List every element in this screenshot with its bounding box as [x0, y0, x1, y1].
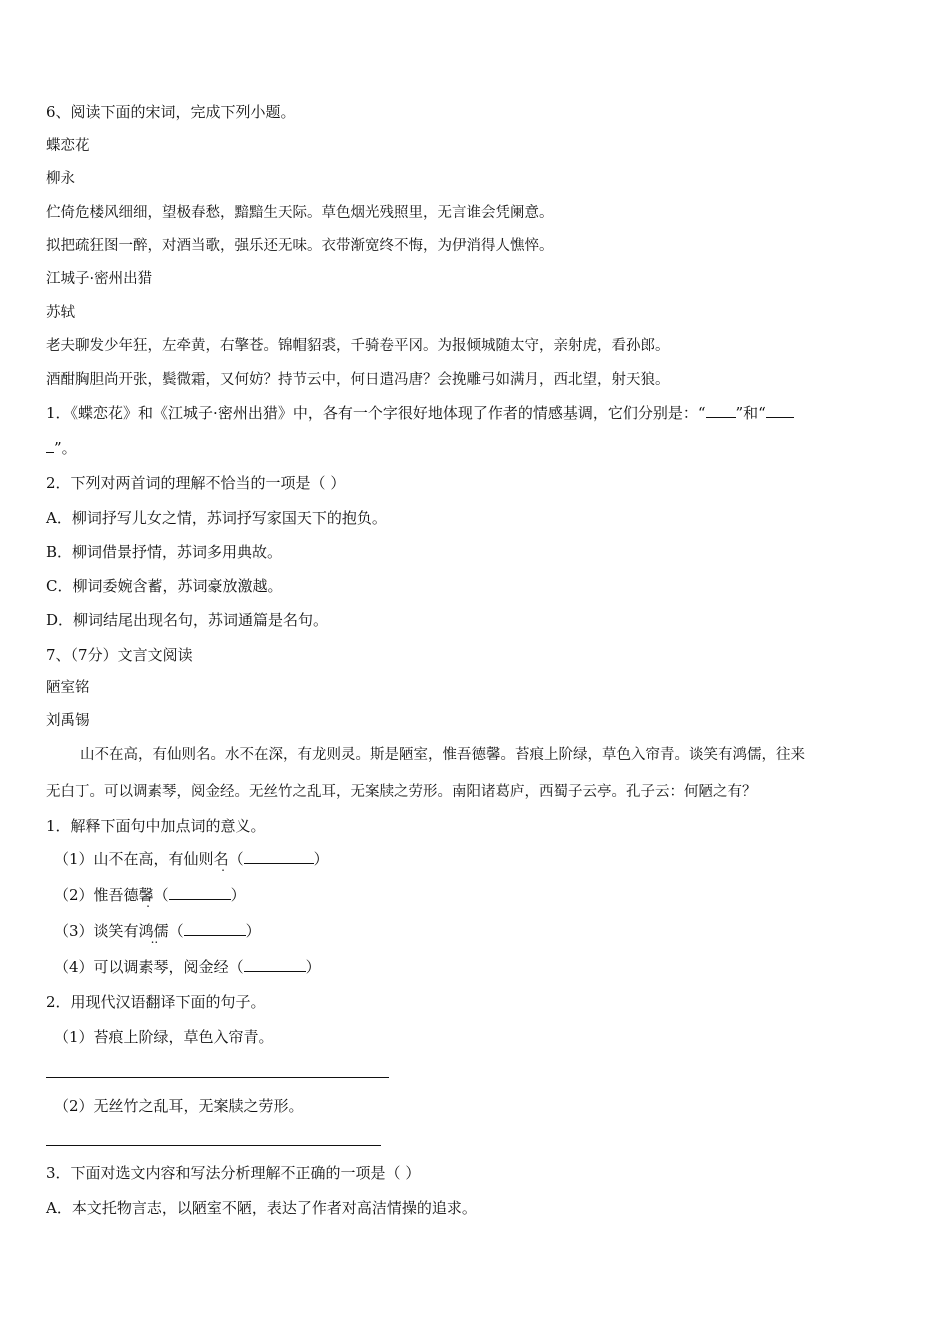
dotted-word: 金经 — [198, 958, 229, 976]
option-d: D．柳词结尾出现名句，苏词通篇是名句。 — [46, 611, 329, 629]
item-num: （3） — [54, 922, 94, 940]
item-text: 谈笑有 — [93, 922, 139, 940]
q6-sub1-mid: ”和“ — [735, 404, 766, 422]
poem1-author: 柳永 — [46, 171, 75, 187]
item-paren: ） — [245, 922, 261, 940]
q6-sub1-stem: 1．《蝶恋花》和《江城子·密州出猎》中，各有一个字很好地体现了作者的情感基调，它们分别是：“ — [46, 404, 706, 422]
answer-blank-2b[interactable] — [46, 438, 54, 453]
answer-blank[interactable] — [184, 921, 246, 936]
poem1-line1: 伫倚危楼风细细，望极春愁，黯黯生天际。草色烟光残照里，无言谁会凭阑意。 — [46, 205, 554, 221]
q6-header: 6、阅读下面的宋词，完成下列小题。 — [46, 103, 296, 121]
q7-sub1-item2 — [54, 885, 246, 905]
q7-sub1-stem: 1．解释下面句中加点词的意义。 — [46, 817, 266, 835]
q7-sub1-item1 — [54, 849, 329, 869]
item-paren: （ — [228, 850, 244, 868]
answer-blank-1[interactable] — [706, 403, 736, 418]
item-paren: （ — [168, 922, 184, 940]
poem1-title: 蝶恋花 — [46, 138, 90, 154]
option-b: B．柳词借景抒情，苏词多用典故。 — [46, 543, 283, 561]
q7-header: 7、（7分）文言文阅读 — [46, 646, 193, 664]
dotted-word: 馨 — [138, 886, 154, 904]
item-paren: ） — [230, 886, 246, 904]
poem1-line2: 拟把疏狂图一醉，对酒当歌，强乐还无味。衣带渐宽终不悔，为伊消得人憔悴。 — [46, 238, 554, 254]
q6-sub1-cont — [46, 438, 77, 458]
q7-sub3-option-a: A．本文托物言志，以陋室不陋，表达了作者对高洁情操的追求。 — [46, 1199, 477, 1217]
q7-title: 陋室铭 — [46, 680, 90, 696]
option-c: C．柳词委婉含蓄，苏词豪放激越。 — [46, 577, 283, 595]
item-num: （2） — [54, 886, 94, 904]
item-text: 惟吾德 — [93, 886, 139, 904]
answer-blank[interactable] — [244, 849, 314, 864]
item-paren: ） — [305, 958, 321, 976]
item-num: （1） — [54, 850, 94, 868]
q7-sub2-stem: 2．用现代汉语翻译下面的句子。 — [46, 993, 266, 1011]
q7-text-line1: 山不在高，有仙则名。水不在深，有龙则灵。斯是陋室，惟吾德馨。苔痕上阶绿，草色入帘青。谈笑有鸿儒，往来 — [80, 747, 805, 763]
item-text: 可以调素琴，阅 — [93, 958, 199, 976]
item-paren: ） — [313, 850, 329, 868]
poem2-line2: 酒酣胸胆尚开张，鬓微霜，又何妨？持节云中，何日遣冯唐？会挽雕弓如满月，西北望，射天狼。 — [46, 372, 670, 388]
item-paren: （ — [153, 886, 169, 904]
option-a: A．柳词抒写儿女之情，苏词抒写家国天下的抱负。 — [46, 509, 387, 527]
item-num: （4） — [54, 958, 94, 976]
q7-sub2-item2: （2）无丝竹之乱耳，无案牍之劳形。 — [54, 1097, 304, 1115]
poem2-title: 江城子·密州出猎 — [46, 271, 153, 287]
q7-sub1-item3 — [54, 921, 261, 941]
item-text: 山不在高，有仙则 — [93, 850, 214, 868]
q6-sub2-stem: 2．下列对两首词的理解不恰当的一项是（ ） — [46, 474, 346, 492]
dotted-word: 名 — [213, 850, 229, 868]
answer-blank[interactable] — [244, 957, 306, 972]
poem2-author: 苏轼 — [46, 305, 75, 321]
q6-sub1 — [46, 403, 794, 423]
answer-blank[interactable] — [169, 885, 231, 900]
answer-line-1[interactable] — [46, 1077, 389, 1078]
answer-blank-2a[interactable] — [766, 403, 794, 418]
dotted-word: 鸿儒 .. — [139, 922, 169, 940]
q6-sub1-end: ”。 — [54, 439, 77, 457]
q7-sub3-stem: 3．下面对选文内容和写法分析理解不正确的一项是（ ） — [46, 1164, 421, 1182]
q7-sub1-item4 — [54, 957, 321, 977]
poem2-line1: 老夫聊发少年狂，左牵黄，右擎苍。锦帽貂裘，千骑卷平冈。为报倾城随太守，亲射虎，看孙郎。 — [46, 338, 670, 354]
answer-line-2[interactable] — [46, 1145, 381, 1146]
q7-author: 刘禹锡 — [46, 713, 90, 729]
q7-sub2-item1: （1）苔痕上阶绿，草色入帘青。 — [54, 1028, 274, 1046]
item-paren: （ — [228, 958, 244, 976]
q7-text-line2: 无白丁。可以调素琴，阅金经。无丝竹之乱耳，无案牍之劳形。南阳诸葛庐，西蜀子云亭。孔子云：何陋之有？ — [46, 784, 757, 800]
